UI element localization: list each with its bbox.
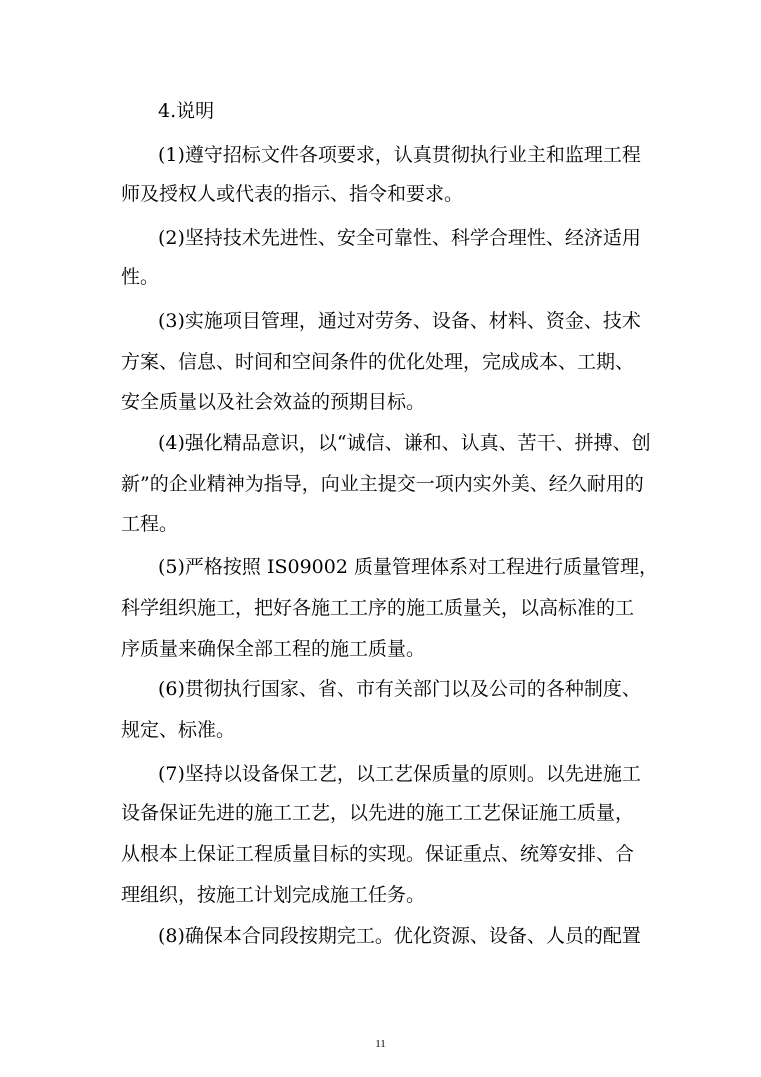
paragraph-1-line-2: 师及授权人或代表的指示、指令和要求。 <box>121 183 464 205</box>
paragraph-5-line-3: 序质量来确保全部工程的施工质量。 <box>121 638 426 660</box>
paragraph-1-line-1: (1)遵守招标文件各项要求，认真贯彻执行业主和监理工程 <box>158 144 641 166</box>
paragraph-4-line-3: 工程。 <box>121 513 179 535</box>
paragraph-3-line-3: 安全质量以及社会效益的预期目标。 <box>121 391 426 413</box>
paragraph-3-line-1: (3)实施项目管理，通过对劳务、设备、材料、资金、技术 <box>158 310 641 332</box>
paragraph-4-line-1: (4)强化精品意识，以“诚信、谦和、认真、苦干、拼搏、创 <box>158 432 651 454</box>
paragraph-5-line-1: (5)严格按照 IS09002 质量管理体系对工程进行质量管理， <box>158 556 658 578</box>
paragraph-7-line-1: (7)坚持以设备保工艺，以工艺保质量的原则。以先进施工 <box>158 763 641 785</box>
paragraph-6-line-2: 规定、标准。 <box>121 719 236 741</box>
paragraph-8-line-1: (8)确保本合同段按期完工。优化资源、设备、人员的配置 <box>158 925 641 947</box>
paragraph-5-line-2: 科学组织施工，把好各施工工序的施工质量关，以高标准的工 <box>121 597 635 619</box>
paragraph-3-line-2: 方案、信息、时间和空间条件的优化处理，完成成本、工期、 <box>121 351 635 373</box>
paragraph-7-line-3: 从根本上保证工程质量目标的实现。保证重点、统筹安排、合 <box>121 843 635 865</box>
page-number: 11 <box>375 1038 386 1050</box>
section-heading: 4.说明 <box>158 100 215 122</box>
paragraph-2-line-2: 性。 <box>121 266 160 288</box>
paragraph-7-line-4: 理组织，按施工计划完成施工任务。 <box>121 884 426 906</box>
paragraph-2-line-1: (2)坚持技术先进性、安全可靠性、科学合理性、经济适用 <box>158 227 641 249</box>
paragraph-7-line-2: 设备保证先进的施工工艺，以先进的施工工艺保证施工质量， <box>121 802 635 824</box>
paragraph-6-line-1: (6)贯彻执行国家、省、市有关部门以及公司的各种制度、 <box>158 678 641 700</box>
paragraph-4-line-2: 新”的企业精神为指导，向业主提交一项内实外美、经久耐用的 <box>121 473 644 495</box>
